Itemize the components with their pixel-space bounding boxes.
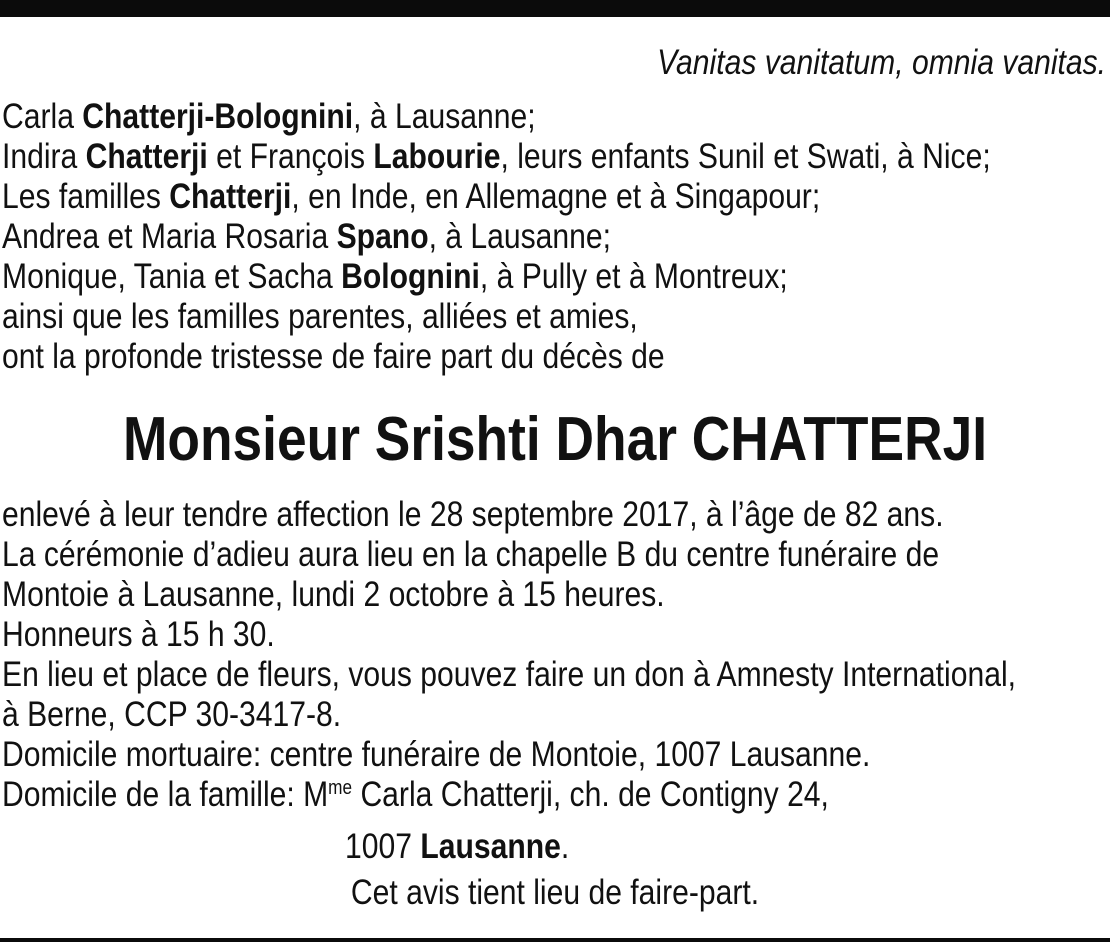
family-domicile-address: Carla Chatterji, ch. de Contigny 24, [352, 775, 829, 814]
bottom-border-rule [0, 938, 1110, 942]
family-line-text: et François [207, 137, 374, 176]
family-line [2, 257, 1086, 297]
address-punctuation: . [560, 827, 570, 866]
body-line: à Berne, CCP 30-3417-8. [2, 695, 342, 734]
family-line-text: , à Lausanne; [428, 217, 612, 256]
family-line [2, 297, 1086, 337]
family-line [2, 137, 1086, 177]
motto: Vanitas vanitatum, omnia vanitas. [657, 43, 1106, 82]
family-line-text: Les familles [2, 177, 170, 216]
family-surname: Chatterji [85, 137, 208, 176]
family-line-text: , à Lausanne; [353, 97, 536, 136]
family-line-text: Indira [2, 137, 86, 176]
body-line: Montoie à Lausanne, lundi 2 octobre à 15 heures. [2, 575, 665, 614]
family-line-text: , en Inde, en Allemagne et à Singapour; [291, 177, 821, 216]
family-line [2, 97, 1086, 137]
family-surname: Chatterji [169, 177, 292, 216]
family-surname: Chatterji-Bolognini [82, 97, 354, 136]
city: Lausanne [420, 827, 561, 866]
title-abbrev-superscript: me [328, 777, 353, 799]
top-border-rule [0, 0, 1110, 17]
address-city-line [345, 827, 569, 867]
notice-body [2, 495, 1103, 815]
family-surname: Labourie [373, 137, 501, 176]
body-line: En lieu et place de fleurs, vous pouvez faire un don à Amnesty International, [2, 655, 1016, 694]
family-line [2, 217, 1086, 257]
family-line-text: , à Pully et à Montreux; [479, 257, 788, 296]
family-surname: Spano [336, 217, 429, 256]
body-line: La cérémonie d’adieu aura lieu en la chapelle B du centre funéraire de [2, 535, 940, 574]
family-line [2, 337, 1086, 377]
family-surname: Bolognini [341, 257, 480, 296]
family-domicile-line [2, 775, 1103, 815]
closing-note: Cet avis tient lieu de faire-part. [350, 873, 760, 912]
body-line: Domicile mortuaire: centre funéraire de Montoie, 1007 Lausanne. [2, 735, 871, 774]
family-line-text: ont la profonde tristesse de faire part du décès de [2, 337, 665, 376]
family-line-text: ainsi que les familles parentes, alliées et amies, [2, 297, 638, 336]
family-line-text: , leurs enfants Sunil et Swati, à Nice; [500, 137, 991, 176]
body-line: Honneurs à 15 h 30. [2, 615, 275, 654]
deceased-name: Monsieur Srishti Dhar CHATTERJI [122, 405, 988, 474]
body-line: enlevé à leur tendre affection le 28 septembre 2017, à l’âge de 82 ans. [2, 495, 944, 534]
family-line-text: Andrea et Maria Rosaria [2, 217, 337, 256]
family-line-text: Carla [2, 97, 83, 136]
family-domicile-label: Domicile de la famille: M [2, 775, 329, 814]
postcode: 1007 [345, 827, 421, 866]
family-list [2, 97, 1086, 377]
family-line-text: Monique, Tania et Sacha [2, 257, 342, 296]
family-line [2, 177, 1086, 217]
